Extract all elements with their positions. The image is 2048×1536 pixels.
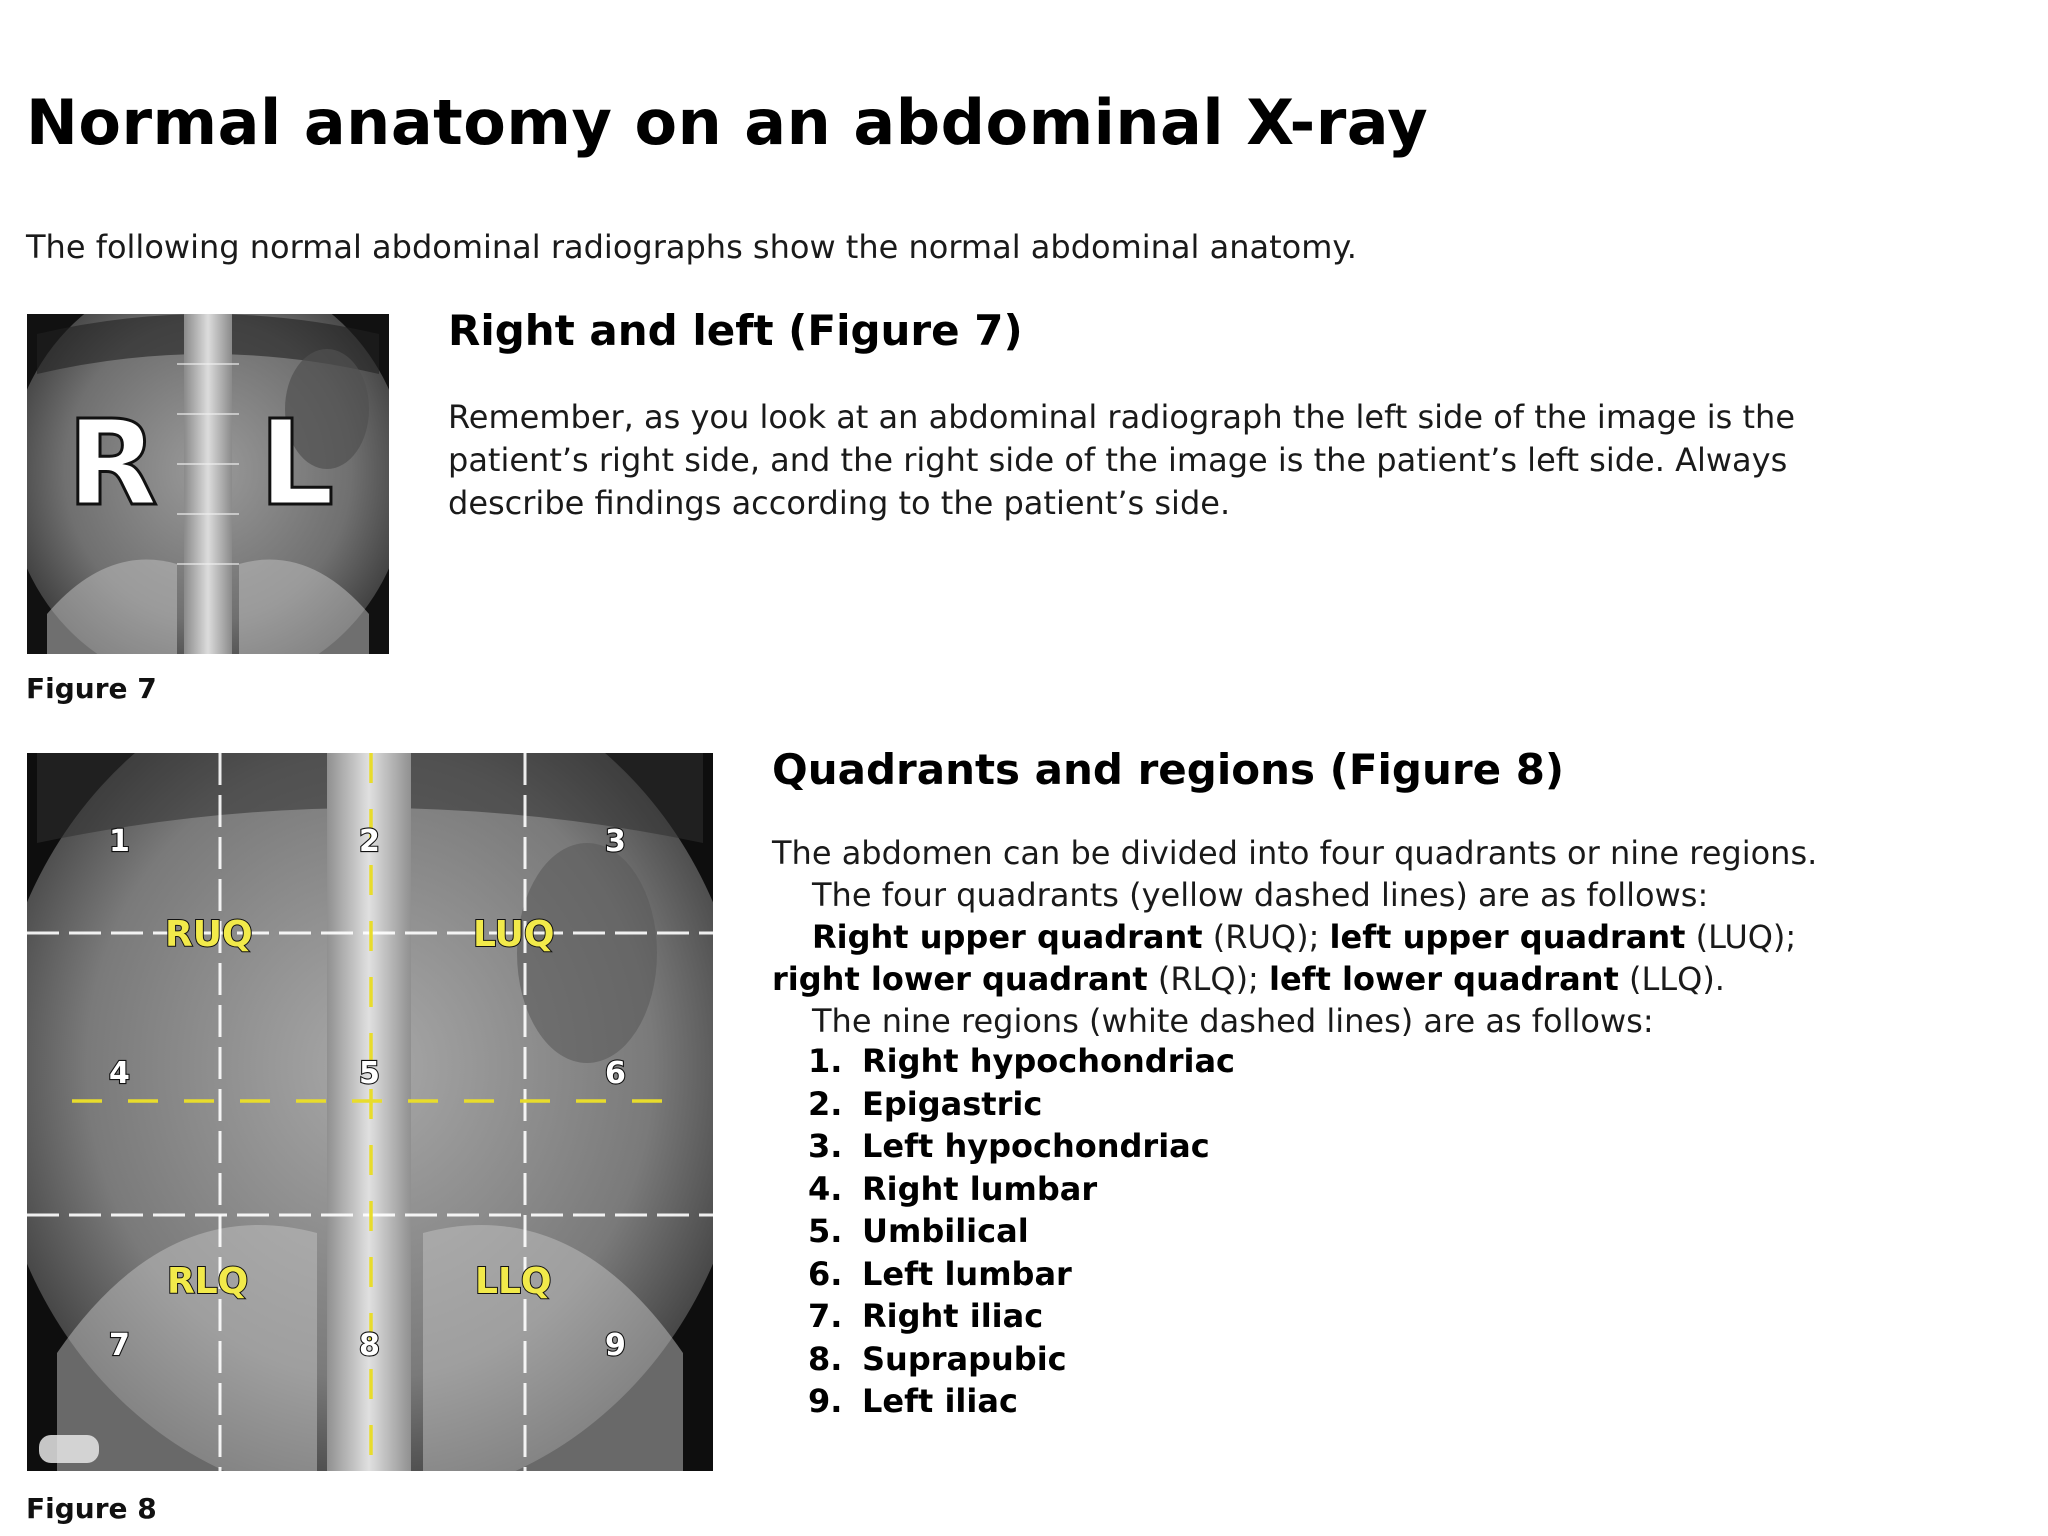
figure-7-svg (27, 314, 389, 654)
region-item-name: Umbilical (862, 1212, 1029, 1250)
region-number-5: 5 (359, 1056, 380, 1091)
figure-7-radiograph (27, 314, 389, 654)
figure-7-heading: Right and left (Figure 7) (448, 306, 1023, 355)
figure-7-caption: Figure 7 (26, 672, 157, 705)
figure-7-paragraph: Remember, as you look at an abdominal radiograph the left side of the image is the patient’s right side, and the right side of the image is the patient’s left side. Always describe findings according to the patient’s side. (448, 398, 1796, 522)
quadrant-name-luq: left upper quadrant (1329, 918, 1686, 956)
figure-8-caption: Figure 8 (26, 1492, 157, 1525)
region-item (808, 1125, 1235, 1168)
quadrant-name-llq: left lower quadrant (1269, 960, 1619, 998)
region-item-number: 8. (808, 1339, 843, 1378)
region-item-number: 1. (808, 1042, 843, 1080)
region-item-name: Right hypochondriac (862, 1042, 1235, 1080)
region-item (808, 1168, 1235, 1211)
quadrant-abbr-llq: (LLQ). (1618, 960, 1725, 998)
regions-list (808, 1040, 1235, 1423)
page-title: Normal anatomy on an abdominal X-ray (26, 86, 1429, 159)
image-label-l: L (259, 394, 335, 532)
region-item-number: 5. (808, 1212, 843, 1250)
region-item (808, 1210, 1235, 1253)
spine (327, 753, 411, 1471)
region-item-number: 3. (808, 1127, 843, 1165)
region-number-9: 9 (605, 1328, 626, 1363)
region-number-8: 8 (359, 1328, 380, 1363)
region-item-number: 7. (808, 1297, 843, 1335)
label-rlq: RLQ (167, 1261, 249, 1302)
label-llq: LLQ (475, 1261, 552, 1302)
image-watermark-badge (39, 1435, 99, 1463)
region-item (808, 1253, 1235, 1296)
quadrant-name-rlq: right lower quadrant (772, 960, 1148, 998)
regions-intro: The nine regions (white dashed lines) are as follows: (812, 1002, 1654, 1040)
region-number-2: 2 (359, 824, 380, 859)
figure-8-svg (27, 753, 713, 1471)
quadrant-abbr-ruq: (RUQ); (1202, 918, 1330, 956)
region-number-3: 3 (605, 824, 626, 859)
region-item-name: Left lumbar (862, 1254, 1072, 1293)
figure-8-heading: Quadrants and regions (Figure 8) (772, 745, 1565, 794)
region-item (808, 1295, 1235, 1338)
quadrants-line-1 (812, 918, 1796, 956)
region-number-1: 1 (109, 824, 130, 859)
region-item-name: Epigastric (862, 1084, 1043, 1123)
region-item (808, 1083, 1235, 1126)
region-item-name: Left iliac (862, 1382, 1018, 1420)
region-item (808, 1040, 1235, 1083)
figure-8-intro: The abdomen can be divided into four quadrants or nine regions. (772, 834, 1818, 872)
label-ruq: RUQ (165, 914, 253, 955)
region-number-6: 6 (605, 1056, 626, 1091)
region-item-number: 4. (808, 1169, 843, 1208)
region-item-name: Left hypochondriac (862, 1127, 1210, 1165)
intro-text: The following normal abdominal radiographs show the normal abdominal anatomy. (26, 228, 1357, 266)
region-item-number: 9. (808, 1382, 843, 1420)
quadrants-line-2 (772, 960, 1725, 998)
region-item-name: Suprapubic (862, 1339, 1067, 1378)
label-luq: LUQ (473, 914, 555, 955)
quadrants-intro: The four quadrants (yellow dashed lines) are as follows: (812, 876, 1709, 914)
region-item-name: Right iliac (862, 1297, 1044, 1335)
region-item-name: Right lumbar (862, 1169, 1098, 1208)
region-item-number: 6. (808, 1254, 843, 1293)
quadrant-abbr-rlq: (RLQ); (1147, 960, 1269, 998)
quadrant-abbr-luq: (LUQ); (1685, 918, 1797, 956)
quadrant-name-ruq: Right upper quadrant (812, 918, 1203, 956)
figure-8-radiograph (27, 753, 713, 1471)
region-item (808, 1338, 1235, 1381)
region-number-4: 4 (109, 1056, 130, 1091)
image-label-r: R (67, 394, 158, 532)
region-number-7: 7 (109, 1328, 130, 1363)
region-item-number: 2. (808, 1084, 843, 1123)
region-item (808, 1380, 1235, 1423)
